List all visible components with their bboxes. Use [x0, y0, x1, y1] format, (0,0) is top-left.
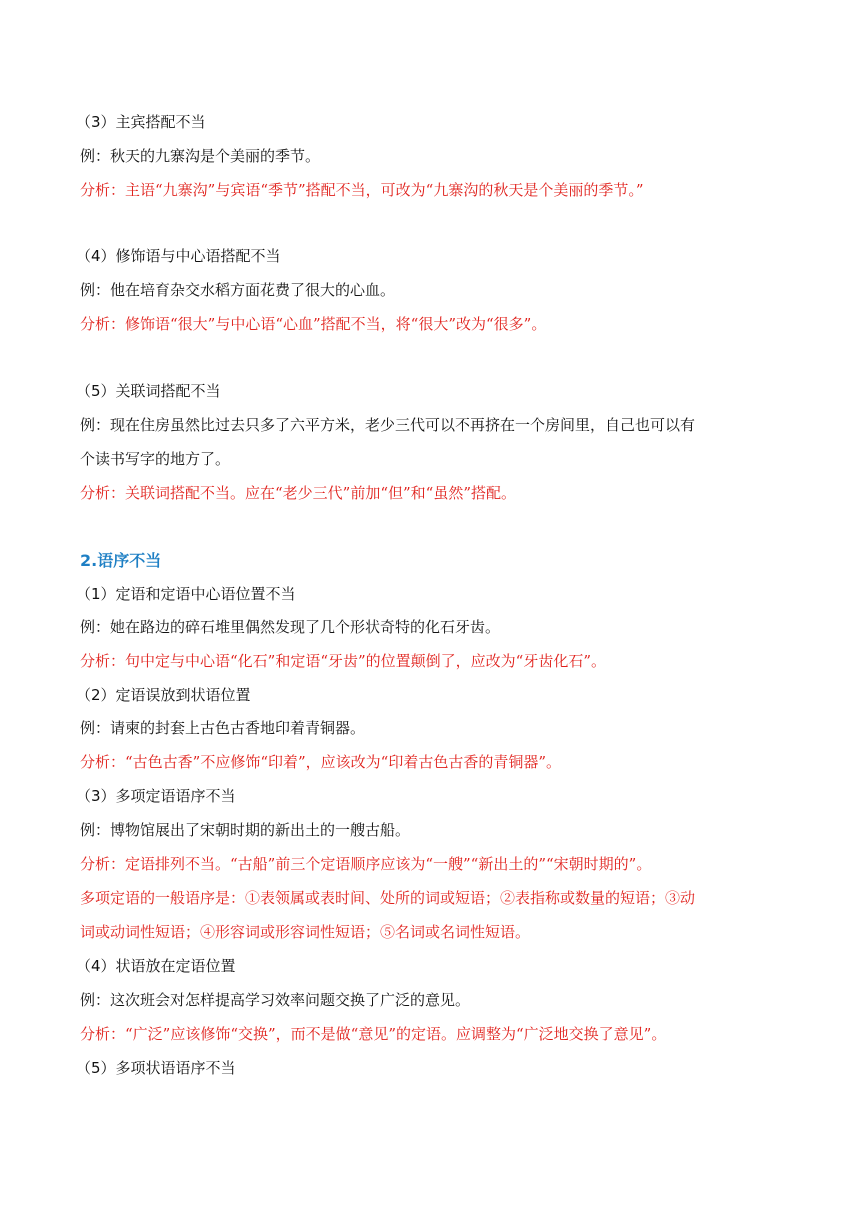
example-sentence: 例：博物馆展出了宋朝时期的新出土的一艘古船。: [80, 821, 411, 839]
example-sentence: 例：现在住房虽然比过去只多了六平方米，老少三代可以不再挤在一个房间里，自己也可以有: [80, 416, 696, 434]
subsection-heading: （5）多项状语语序不当: [76, 1059, 236, 1077]
subsection-heading: （4）状语放在定语位置: [76, 957, 236, 975]
analysis-text: 词或动词性短语；④形容词或形容词性短语；⑤名词或名词性短语。: [80, 923, 531, 941]
analysis-text: 分析：主语“九寨沟”与宾语“季节”搭配不当，可改为“九寨沟的秋天是个美丽的季节。”: [80, 181, 644, 199]
subsection-heading: （5）关联词搭配不当: [76, 382, 221, 400]
analysis-text: 分析：修饰语“很大”与中心语“心血”搭配不当，将“很大”改为“很多”。: [80, 315, 547, 333]
analysis-text: 分析：“广泛”应该修饰“交换”，而不是做“意见”的定语。应调整为“广泛地交换了意见”。: [80, 1025, 667, 1043]
subsection-heading: （1）定语和定语中心语位置不当: [76, 585, 296, 603]
analysis-text: 分析：定语排列不当。“古船”前三个定语顺序应该为“一艘”“新出土的”“宋朝时期的”。: [80, 855, 652, 873]
example-sentence: 例：请柬的封套上古色古香地印着青铜器。: [80, 719, 366, 737]
example-sentence: 例：这次班会对怎样提高学习效率问题交换了广泛的意见。: [80, 991, 471, 1009]
subsection-heading: （3）主宾搭配不当: [76, 113, 206, 131]
subsection-heading: （2）定语误放到状语位置: [76, 686, 251, 704]
subsection-heading: （3）多项定语语序不当: [76, 787, 236, 805]
subsection-heading: （4）修饰语与中心语搭配不当: [76, 247, 281, 265]
example-sentence: 例：秋天的九寨沟是个美丽的季节。: [80, 147, 321, 165]
example-sentence: 例：他在培育杂交水稻方面花费了很大的心血。: [80, 281, 396, 299]
analysis-text: 分析：关联词搭配不当。应在“老少三代”前加“但”和“虽然”搭配。: [80, 484, 517, 502]
analysis-text: 分析：句中定与中心语“化石”和定语“牙齿”的位置颠倒了，应改为“牙齿化石”。: [80, 652, 607, 670]
example-sentence: 例：她在路边的碎石堆里偶然发现了几个形状奇特的化石牙齿。: [80, 618, 501, 636]
section-title: 2.语序不当: [80, 551, 162, 570]
analysis-text: 多项定语的一般语序是：①表领属或表时间、处所的词或短语；②表指称或数量的短语；③动: [80, 889, 696, 907]
example-sentence-continued: 个读书写字的地方了。: [80, 450, 231, 468]
analysis-text: 分析：“古色古香”不应修饰“印着”，应该改为“印着古色古香的青铜器”。: [80, 753, 562, 771]
